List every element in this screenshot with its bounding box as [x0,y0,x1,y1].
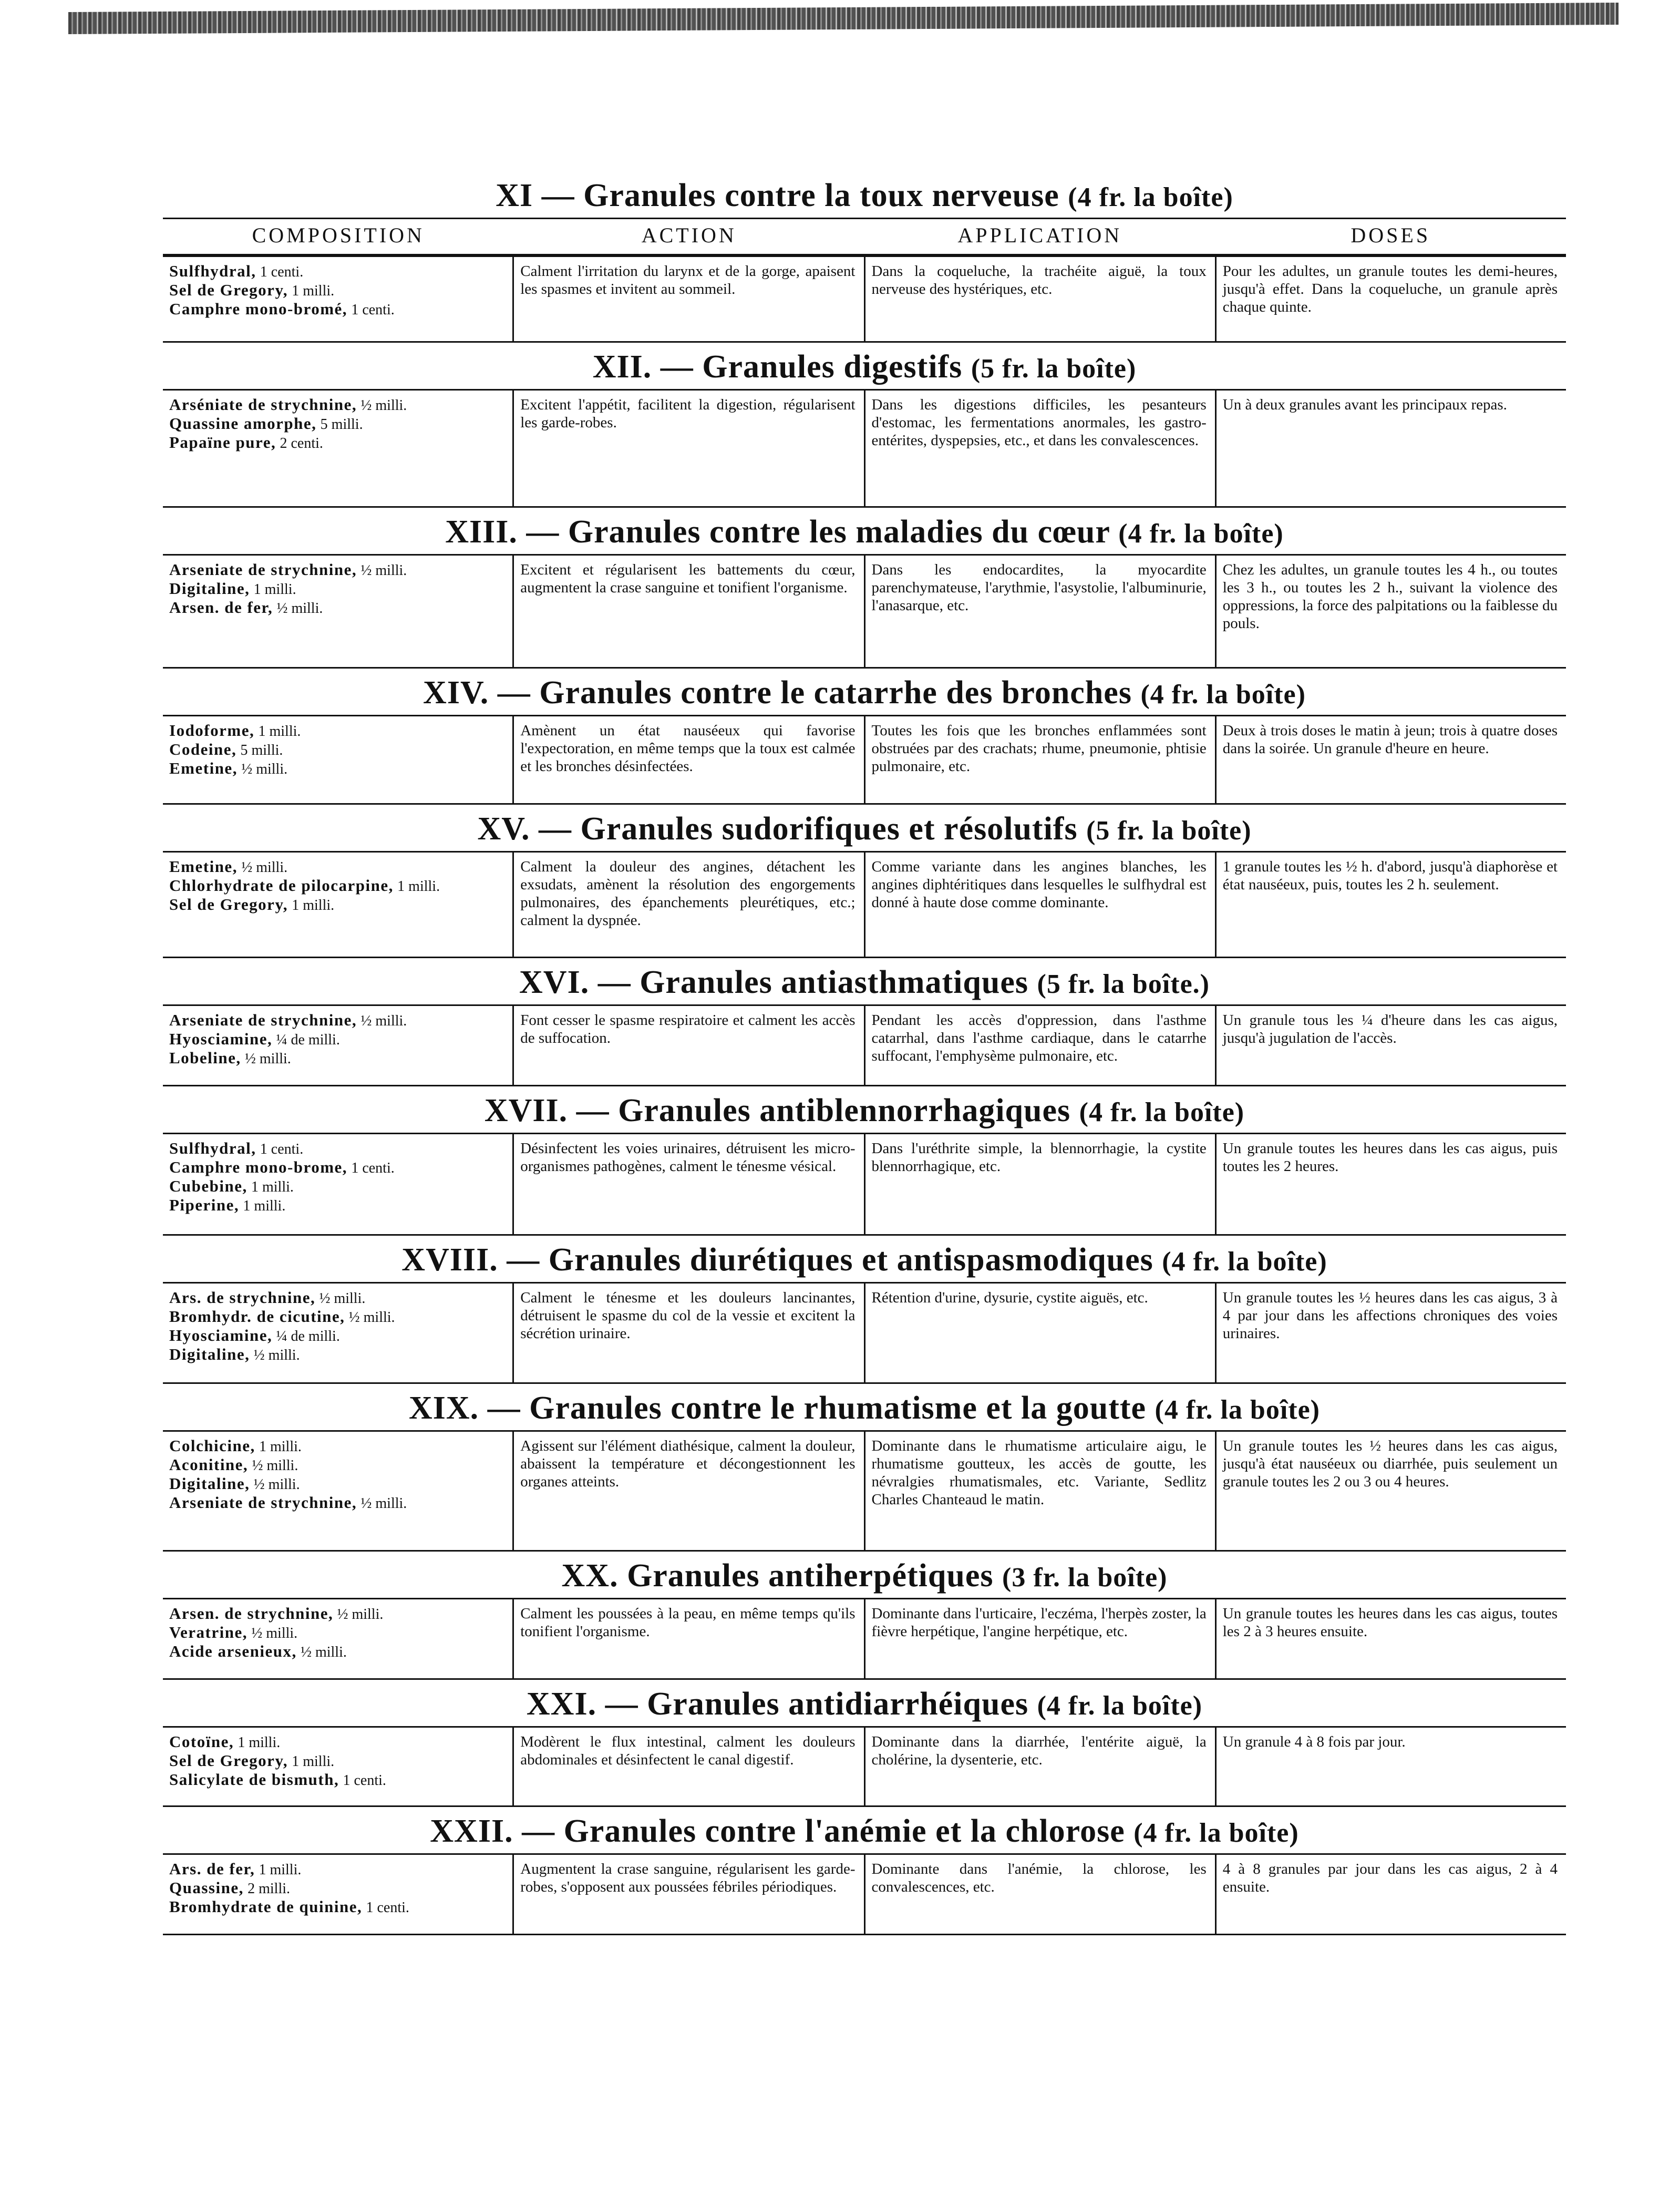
ingredient [169,1139,504,1158]
ingredient [169,896,504,915]
application-cell: Dominante dans le rhumatisme articulaire aigu, le rhumatisme goutteux, les accès de goutte, les névralgies rhumatismales, etc. Variante, Sedlitz Charles Chanteaud le matin. [864,1432,1215,1550]
doses-cell: 4 à 8 granules par jour dans les cas aigus, 2 à 4 ensuite. [1215,1855,1566,1934]
action-cell: Font cesser le spasme respiratoire et calment les accès de suffocation. [512,1006,863,1085]
composition-cell [163,1855,512,1934]
action-cell: Excitent et régularisent les battements du cœur, augmentent la crase sanguine et tonifient l'organisme. [512,556,863,667]
ingredient [169,1196,504,1215]
ingredient [169,599,504,618]
ingredient-dose: 1 milli. [397,878,440,895]
ingredient-name: Sel de Gregory, [169,1751,288,1770]
ingredient-name: Veratrine, [169,1623,248,1641]
section-title-xxi [163,1682,1566,1726]
ingredient-name: Emetine, [169,759,238,777]
section-title-text: XIII. — Granules contre les maladies du cœur [445,514,1110,550]
ingredient-dose: ¼ de milli. [276,1328,340,1344]
section-title-xvii [163,1089,1566,1133]
ingredient-name: Iodoforme, [169,721,255,740]
section-price: (3 fr. la boîte) [1002,1563,1168,1593]
ingredient [169,262,504,281]
ingredient [169,1011,504,1030]
ingredient [169,1158,504,1177]
ingredient-name: Piperine, [169,1196,240,1214]
ingredient [169,759,504,778]
ingredient-name: Sel de Gregory, [169,895,288,913]
ingredient-name: Aconitine, [169,1455,249,1474]
ingredient-name: Camphre mono-brome, [169,1158,348,1176]
doses-cell: Un granule toutes les ½ heures dans les cas aigus, 3 à 4 par jour dans les affections chroniques des voies urinaires. [1215,1284,1566,1382]
ingredient [169,580,504,599]
application-cell: Comme variante dans les angines blanches, les angines diphtéritiques dans lesquelles le sulfhydral est donné à haute dose comme dominante. [864,853,1215,957]
ingredient-name: Digitaline, [169,579,250,598]
ingredient-dose: 1 milli. [258,723,301,740]
ingredient [169,858,504,877]
ingredient [169,741,504,759]
ingredient-dose: 1 centi. [351,1160,395,1176]
ingredient-name: Digitaline, [169,1474,250,1493]
section-title-xiv [163,671,1566,715]
ingredient-name: Chlorhydrate de pilocarpine, [169,876,394,895]
ingredient-dose: ¼ de milli. [276,1032,340,1048]
ingredient-dose: 1 centi. [343,1772,386,1789]
header-application: APPLICATION [957,223,1122,247]
ingredient-name: Quassine amorphe, [169,414,317,433]
section-title-xv [163,807,1566,851]
application-cell: Dans les endocardites, la myocardite parenchymateuse, l'arythmie, l'asystolie, l'albuminurie, l'anasarque, etc. [864,556,1215,667]
ingredient [169,1327,504,1346]
action-cell: Amènent un état nauséeux qui favorise l'expectoration, en même temps que la toux est calmée et les bronches désinfectées. [512,716,863,803]
ingredient-dose: ½ milli. [241,859,288,876]
application-cell: Dans la coqueluche, la trachéite aiguë, la toux nerveuse des hystériques, etc. [864,257,1215,341]
ingredient-name: Bromhydr. de cicutine, [169,1307,345,1326]
section-price: (4 fr. la boîte) [1133,1818,1299,1848]
ingredient [169,722,504,741]
section-price: (5 fr. la boîte) [1086,816,1252,846]
section-title-text: XV. — Granules sudorifiques et résolutifs [477,811,1078,847]
ingredient-name: Cubebine, [169,1177,248,1195]
section-title-xx [163,1554,1566,1598]
ingredient [169,300,504,319]
doses-cell: Un granule 4 à 8 fois par jour. [1215,1728,1566,1805]
table-row [163,1598,1566,1680]
composition-cell [163,1284,512,1382]
application-cell: Dans les digestions difficiles, les pesanteurs d'estomac, les fermentations anormales, les gastro-entérites, dyspepsies, etc., et dans les convalescences. [864,391,1215,506]
action-cell: Modèrent le flux intestinal, calment les douleurs abdominales et désinfectent le canal digestif. [512,1728,863,1805]
section-title-xviii [163,1238,1566,1282]
ingredient-name: Colchicine, [169,1436,255,1455]
ingredient-dose: 1 milli. [259,1862,302,1878]
composition-cell [163,391,512,506]
ingredient-dose: ½ milli. [360,1013,407,1029]
table-row [163,715,1566,805]
action-cell: Calment le ténesme et les douleurs lancinantes, détruisent le spasme du col de la vessie et excitent la sécrétion urinaire. [512,1284,863,1382]
ingredient-name: Emetine, [169,857,238,876]
composition-cell [163,257,512,341]
doses-cell: Un granule toutes les heures dans les cas aigus, toutes les 2 à 3 heures ensuite. [1215,1599,1566,1678]
ingredient-dose: ½ milli. [337,1606,384,1623]
header-composition: COMPOSITION [252,223,425,247]
ingredient-name: Arsen. de strychnine, [169,1604,334,1623]
ingredient [169,1624,504,1642]
ingredient [169,1879,504,1898]
ingredient-dose: 1 milli. [251,1179,294,1195]
section-title-xvi [163,960,1566,1004]
ingredient-dose: 1 centi. [366,1900,409,1916]
composition-cell [163,716,512,803]
application-cell: Dominante dans l'urticaire, l'eczéma, l'herpès zoster, la fièvre herpétique, l'angine herpétique, etc. [864,1599,1215,1678]
ingredient-name: Ars. de fer, [169,1860,255,1878]
application-cell: Dominante dans la diarrhée, l'entérite aiguë, la cholérine, la dysenterie, etc. [864,1728,1215,1805]
ingredient [169,1860,504,1879]
section-price: (4 fr. la boîte) [1155,1395,1320,1425]
composition-cell [163,556,512,667]
ingredient-dose: 1 milli. [292,1753,335,1770]
doses-cell: Deux à trois doses le matin à jeun; trois à quatre doses dans la soirée. Un granule d'heure en heure. [1215,716,1566,803]
ingredient-dose: 1 centi. [260,1141,304,1157]
doses-cell: Chez les adultes, un granule toutes les 4 h., ou toutes les 3 h., ou toutes les 2 h., suivant la violence des oppressions, la force des palpitations ou la faiblesse du pouls. [1215,556,1566,667]
ingredient-name: Arsen. de fer, [169,598,273,617]
section-title-text: XX. Granules antiherpétiques [561,1558,994,1594]
section-title-xiii [163,510,1566,554]
ingredient-dose: 2 centi. [280,435,323,451]
table-row [163,1133,1566,1236]
section-title-text: XVI. — Granules antiasthmatiques [519,964,1029,1000]
ingredient-dose: ½ milli. [360,562,407,579]
section-title-text: XIX. — Granules contre le rhumatisme et la goutte [408,1390,1147,1426]
header-doses: DOSES [1351,223,1431,247]
ingredient-dose: ½ milli. [241,761,288,777]
doses-cell: Pour les adultes, un granule toutes les demi-heures, jusqu'à effet. Dans la coqueluche, un granule après chaque quinte. [1215,257,1566,341]
composition-cell [163,1134,512,1234]
table-row [163,1430,1566,1552]
section-title-text: XXII. — Granules contre l'anémie et la chlorose [430,1813,1125,1849]
section-title-text: XII. — Granules digestifs [592,349,963,385]
ingredient-dose: 1 milli. [253,581,296,598]
ingredient-dose: ½ milli. [252,1457,298,1474]
section-title-text: XVII. — Granules antiblennorrhagiques [484,1093,1071,1128]
table-row [163,1282,1566,1384]
ingredient [169,1308,504,1327]
ingredient-dose: ½ milli. [300,1644,347,1660]
table-row [163,554,1566,669]
ingredient-name: Arseniate de strychnine, [169,560,357,579]
ingredient-name: Bromhydrate de quinine, [169,1897,363,1916]
composition-cell [163,853,512,957]
ingredient [169,1030,504,1049]
section-price: (4 fr. la boîte) [1079,1097,1245,1127]
ingredient [169,1437,504,1456]
ingredient-name: Cotoïne, [169,1732,234,1751]
doses-cell: Un à deux granules avant les principaux repas. [1215,391,1566,506]
ingredient-name: Arseniate de strychnine, [169,1493,357,1512]
ingredient [169,434,504,453]
doses-cell: Un granule toutes les ½ heures dans les cas aigus, jusqu'à état nauséeux ou diarrhée, puis seulement un granule toutes les 2 ou 3 ou 4 heures. [1215,1432,1566,1550]
action-cell: Calment les poussées à la peau, en même temps qu'ils tonifient l'organisme. [512,1599,863,1678]
application-cell: Rétention d'urine, dysurie, cystite aiguës, etc. [864,1284,1215,1382]
ingredient-dose: ½ milli. [319,1290,366,1307]
section-title-text: XXI. — Granules antidiarrhéiques [526,1686,1029,1722]
action-cell: Calment l'irritation du larynx et de la gorge, apaisent les spasmes et invitent au sommeil. [512,257,863,341]
action-cell: Excitent l'appétit, facilitent la digestion, régularisent les garde-robes. [512,391,863,506]
ingredient-name: Hyosciamine, [169,1030,273,1048]
ingredient-dose: 1 milli. [238,1734,281,1751]
section-title-xii [163,345,1566,389]
section-price: (4 fr. la boîte) [1037,1691,1203,1721]
ingredient [169,1456,504,1475]
ingredient [169,1605,504,1624]
header-action: ACTION [641,223,737,247]
doses-cell: 1 granule toutes les ½ h. d'abord, jusqu'à diaphorèse et état nauséeux, puis, toutes les 2 h. seulement. [1215,853,1566,957]
ingredient [169,1049,504,1068]
ingredient-name: Salicylate de bismuth, [169,1770,339,1789]
ingredient-dose: ½ milli. [360,397,407,414]
ingredient-dose: 1 milli. [243,1198,286,1214]
action-cell: Augmentent la crase sanguine, régularisent les garde-robes, s'opposent aux poussées fébriles périodiques. [512,1855,863,1934]
section-price: (4 fr. la boîte) [1140,680,1306,710]
ingredient [169,1177,504,1196]
application-cell: Dominante dans l'anémie, la chlorose, les convalescences, etc. [864,1855,1215,1934]
ingredient-name: Acide arsenieux, [169,1642,297,1660]
doses-cell: Un granule toutes les heures dans les cas aigus, puis toutes les 2 heures. [1215,1134,1566,1234]
ingredient [169,1898,504,1917]
ingredient-name: Lobeline, [169,1049,241,1067]
section-price: (4 fr. la boîte) [1162,1247,1327,1277]
ingredient-dose: ½ milli. [360,1495,407,1512]
action-cell: Agissent sur l'élément diathésique, calment la douleur, abaissent la température et décongestionnent les organes atteints. [512,1432,863,1550]
ingredient-dose: 1 milli. [259,1439,302,1455]
table-header [163,218,1566,255]
ingredient-dose: 1 milli. [292,283,335,299]
application-cell: Toutes les fois que les bronches enflammées sont obstruées par des crachats; rhume, pneumonie, phtisie pulmonaire, etc. [864,716,1215,803]
section-title-xix [163,1386,1566,1430]
section-title-xxii [163,1809,1566,1853]
table-row [163,851,1566,958]
ingredient-name: Codeine, [169,740,237,758]
ingredient-dose: ½ milli. [253,1347,300,1363]
table-row [163,255,1566,343]
granules-catalogue-page [163,173,1566,1937]
composition-cell [163,1432,512,1550]
ingredient-dose: 1 centi. [351,302,395,318]
table-row [163,389,1566,508]
application-cell: Dans l'uréthrite simple, la blennorrhagie, la cystite blennorrhagique, etc. [864,1134,1215,1234]
ingredient-name: Sulfhydral, [169,1139,256,1157]
composition-cell [163,1599,512,1678]
table-row [163,1726,1566,1807]
ingredient-dose: ½ milli. [244,1051,291,1067]
ingredient-dose: 5 milli. [240,742,283,758]
ingredient-dose: ½ milli. [276,600,323,617]
section-title-text: XI — Granules contre la toux nerveuse [496,178,1059,213]
ingredient [169,1494,504,1513]
ingredient-dose: 1 milli. [292,897,335,913]
ingredient-dose: 2 milli. [248,1881,291,1897]
ingredient [169,415,504,434]
ingredient [169,561,504,580]
composition-cell [163,1006,512,1085]
section-price: (5 fr. la boîte.) [1037,969,1210,999]
ingredient-name: Sel de Gregory, [169,281,288,299]
table-row [163,1853,1566,1935]
ingredient-name: Digitaline, [169,1345,250,1363]
ingredient [169,1752,504,1771]
ingredient-name: Arséniate de strychnine, [169,395,357,414]
section-title-xi [163,173,1566,218]
ingredient-name: Quassine, [169,1878,244,1897]
scan-top-edge [68,3,1619,34]
ingredient-dose: ½ milli. [251,1625,298,1641]
ingredient [169,1475,504,1494]
section-price: (4 fr. la boîte) [1068,182,1233,212]
ingredient-name: Papaïne pure, [169,433,276,451]
ingredient [169,1289,504,1308]
ingredient-name: Sulfhydral, [169,262,256,280]
application-cell: Pendant les accès d'oppression, dans l'asthme catarrhal, dans l'asthme cardiaque, dans le catarrhe suffocant, l'emphysème pulmonaire, etc. [864,1006,1215,1085]
ingredient [169,281,504,300]
ingredient-name: Ars. de strychnine, [169,1288,316,1307]
doses-cell: Un granule tous les ¼ d'heure dans les cas aigus, jusqu'à jugulation de l'accès. [1215,1006,1566,1085]
section-price: (5 fr. la boîte) [971,354,1137,384]
ingredient-name: Arseniate de strychnine, [169,1011,357,1029]
section-title-text: XIV. — Granules contre le catarrhe des bronches [423,675,1132,711]
ingredient-dose: 5 milli. [320,416,363,433]
composition-cell [163,1728,512,1805]
ingredient [169,877,504,896]
ingredient [169,1642,504,1661]
ingredient [169,1346,504,1364]
ingredient-name: Camphre mono-bromé, [169,300,348,318]
action-cell: Désinfectent les voies urinaires, détruisent les micro-organismes pathogènes, calment le ténesme vésical. [512,1134,863,1234]
ingredient [169,1771,504,1790]
ingredient [169,1733,504,1752]
section-price: (4 fr. la boîte) [1118,519,1284,549]
table-row [163,1004,1566,1086]
section-title-text: XVIII. — Granules diurétiques et antispasmodiques [401,1242,1153,1278]
ingredient-dose: ½ milli. [253,1476,300,1493]
ingredient-dose: ½ milli. [348,1309,395,1326]
action-cell: Calment la douleur des angines, détachent les exsudats, amènent la résolution des engorgements pulmonaires, des épanchements pleurétiques, etc.; calment la dyspnée. [512,853,863,957]
ingredient [169,396,504,415]
ingredient-name: Hyosciamine, [169,1326,273,1344]
ingredient-dose: 1 centi. [260,264,304,280]
